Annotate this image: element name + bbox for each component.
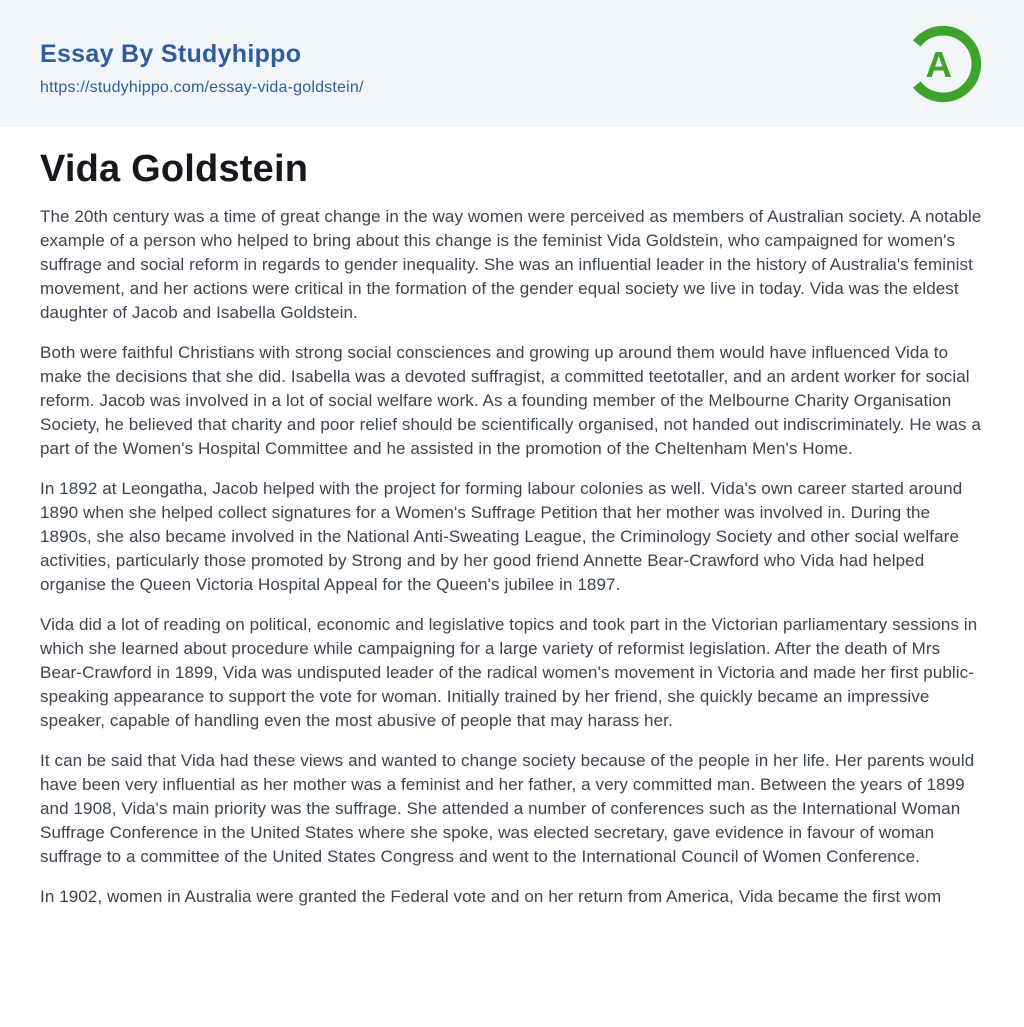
studyhippo-logo-icon (900, 18, 986, 110)
page-header (0, 0, 1024, 127)
essay-paragraph-5: It can be said that Vida had these views and wanted to change society because of the people in her life. Her parents would have been very influential as her mother was a feminist and her father, a very committed man. Between the years of 1899 and 1908, Vida's main priority was the suffrage. She attended a number of conferences such as the International Woman Suffrage Conference in the United States where she spoke, was elected secretary, gave evidence in favour of woman suffrage to a committee of the United States Congress and went to the International Council of Women Conference. (40, 751, 975, 866)
essay-paragraph-3: In 1892 at Leongatha, Jacob helped with the project for forming labour colonies as well. Vida's own career started around 1890 when she helped collect signatures for a Women's Suffrage Petition that her mother was involved in. During the 1890s, she also became involved in the National Anti-Sweating League, the Criminology Society and other social welfare activities, particularly those promoted by Strong and by her good friend Annette Bear-Crawford who Vida had helped organise the Queen Victoria Hospital Appeal for the Queen's jubilee in 1897. (40, 479, 963, 594)
essay-body (0, 127, 1024, 909)
essay-paragraph-6: In 1902, women in Australia were granted the Federal vote and on her return from America, Vida became the first wom (40, 887, 942, 906)
essay-paragraph-1: The 20th century was a time of great change in the way women were perceived as members of Australian society. A notable example of a person who helped to bring about this change is the feminist Vida Goldstein, who campaigned for women's suffrage and social reform in regards to gender inequality. She was an influential leader in the history of Australia's feminist movement, and her actions were critical in the formation of the gender equal society we live in today. Vida was the eldest daughter of Jacob and Isabella Goldstein. (40, 207, 982, 322)
logo-letter: A (925, 43, 952, 85)
essay-title: Vida Goldstein (40, 148, 309, 190)
essay-url-link[interactable]: https://studyhippo.com/essay-vida-goldstein/ (40, 79, 364, 96)
essay-paragraph-2: Both were faithful Christians with strong social consciences and growing up around them would have influenced Vida to make the decisions that she did. Isabella was a devoted suffragist, a committed teetotaller, and an ardent worker for social reform. Jacob was involved in a lot of social welfare work. As a founding member of the Melbourne Charity Organisation Society, he believed that charity and poor relief should be scientifically organised, not handed out indiscriminately. He was a part of the Women's Hospital Committee and he assisted in the promotion of the Cheltenham Men's Home. (40, 343, 981, 458)
header-left (40, 30, 364, 97)
essay-paragraph-4: Vida did a lot of reading on political, economic and legislative topics and took part in the Victorian parliamentary sessions in which she learned about procedure while campaigning for a large variety of reformist legislation. After the death of Mrs Bear-Crawford in 1899, Vida was undisputed leader of the radical women's movement in Victoria and made her first public-speaking appearance to support the vote for woman. Initially trained by her friend, she quickly became an impressive speaker, capable of handling even the most abusive of people that may harass her. (40, 615, 978, 730)
site-label: Essay By Studyhippo (40, 40, 302, 68)
